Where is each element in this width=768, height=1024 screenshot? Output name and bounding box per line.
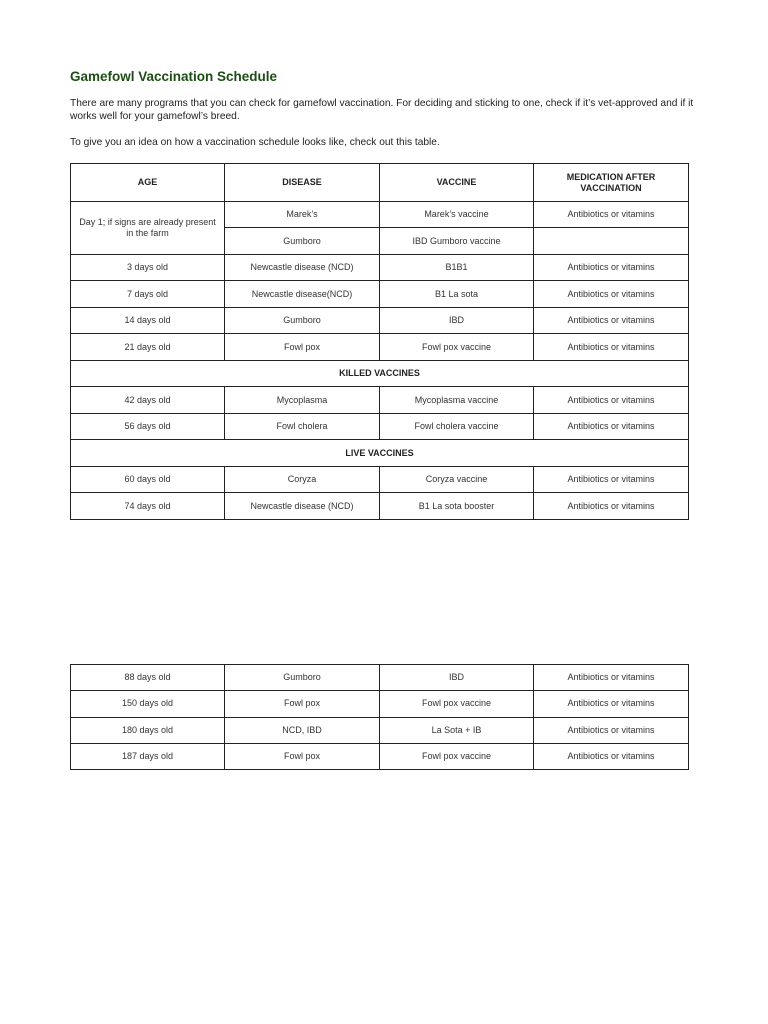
age-cell: 180 days old bbox=[71, 717, 225, 743]
medication-cell: Antibiotics or vitamins bbox=[534, 413, 689, 440]
medication-cell bbox=[534, 228, 689, 254]
disease-cell: NCD, IBD bbox=[225, 717, 380, 743]
age-cell: 42 days old bbox=[71, 387, 225, 414]
table-row bbox=[71, 334, 689, 361]
section-heading-live-vaccines: LIVE VACCINES bbox=[71, 440, 689, 467]
age-cell: 7 days old bbox=[71, 281, 225, 308]
disease-cell: Fowl pox bbox=[225, 743, 380, 769]
disease-cell: Fowl cholera bbox=[225, 413, 380, 440]
page-title: Gamefowl Vaccination Schedule bbox=[70, 69, 278, 84]
age-cell: 88 days old bbox=[71, 665, 225, 691]
age-cell: 187 days old bbox=[71, 743, 225, 769]
vaccine-cell: Fowl cholera vaccine bbox=[380, 413, 534, 440]
table-row bbox=[71, 281, 689, 308]
disease-cell: Coryza bbox=[225, 466, 380, 493]
vaccine-cell: B1 La sota booster bbox=[380, 493, 534, 520]
disease-cell: Gumboro bbox=[225, 307, 380, 334]
medication-cell: Antibiotics or vitamins bbox=[534, 665, 689, 691]
medication-cell: Antibiotics or vitamins bbox=[534, 691, 689, 717]
table-row bbox=[71, 387, 689, 414]
vaccine-cell: IBD bbox=[380, 665, 534, 691]
header-disease: DISEASE bbox=[225, 164, 380, 202]
table-row bbox=[71, 743, 689, 769]
section-row-live-vaccines bbox=[71, 440, 689, 467]
medication-cell: Antibiotics or vitamins bbox=[534, 387, 689, 414]
disease-cell: Gumboro bbox=[225, 228, 380, 254]
vaccine-cell: IBD Gumboro vaccine bbox=[380, 228, 534, 254]
age-cell: 74 days old bbox=[71, 493, 225, 520]
disease-cell: Fowl pox bbox=[225, 691, 380, 717]
table-row bbox=[71, 466, 689, 493]
intro-paragraph: There are many programs that you can check for gamefowl vaccination. For deciding and sticking to one, check if it’s vet-approved and if it works well for your gamefowl’s breed. bbox=[70, 98, 694, 122]
table-row bbox=[71, 413, 689, 440]
section-row-killed-vaccines bbox=[71, 360, 689, 387]
age-cell: 21 days old bbox=[71, 334, 225, 361]
disease-cell: Newcastle disease (NCD) bbox=[225, 254, 380, 281]
table-row bbox=[71, 254, 689, 281]
vaccination-schedule-table bbox=[70, 163, 689, 520]
section-heading-killed-vaccines: KILLED VACCINES bbox=[71, 360, 689, 387]
table-row bbox=[71, 202, 689, 228]
disease-cell: Newcastle disease(NCD) bbox=[225, 281, 380, 308]
header-vaccine: VACCINE bbox=[380, 164, 534, 202]
vaccine-cell: Marek’s vaccine bbox=[380, 202, 534, 228]
vaccine-cell: Fowl pox vaccine bbox=[380, 691, 534, 717]
age-cell: 14 days old bbox=[71, 307, 225, 334]
disease-cell: Gumboro bbox=[225, 665, 380, 691]
medication-cell: Antibiotics or vitamins bbox=[534, 254, 689, 281]
table-row bbox=[71, 717, 689, 743]
vaccine-cell: Fowl pox vaccine bbox=[380, 743, 534, 769]
vaccination-schedule-table-continued bbox=[70, 664, 689, 770]
vaccine-cell: La Sota + IB bbox=[380, 717, 534, 743]
medication-cell: Antibiotics or vitamins bbox=[534, 334, 689, 361]
table-header-row bbox=[71, 164, 689, 202]
medication-cell: Antibiotics or vitamins bbox=[534, 743, 689, 769]
table-row bbox=[71, 691, 689, 717]
vaccine-cell: Mycoplasma vaccine bbox=[380, 387, 534, 414]
table-row bbox=[71, 307, 689, 334]
medication-cell: Antibiotics or vitamins bbox=[534, 281, 689, 308]
medication-cell: Antibiotics or vitamins bbox=[534, 202, 689, 228]
medication-cell: Antibiotics or vitamins bbox=[534, 307, 689, 334]
table-intro-paragraph: To give you an idea on how a vaccination schedule looks like, check out this table. bbox=[70, 137, 440, 148]
disease-cell: Marek’s bbox=[225, 202, 380, 228]
age-cell: 60 days old bbox=[71, 466, 225, 493]
vaccine-cell: IBD bbox=[380, 307, 534, 334]
disease-cell: Newcastle disease (NCD) bbox=[225, 493, 380, 520]
medication-cell: Antibiotics or vitamins bbox=[534, 493, 689, 520]
vaccine-cell: Fowl pox vaccine bbox=[380, 334, 534, 361]
medication-cell: Antibiotics or vitamins bbox=[534, 466, 689, 493]
age-cell: 3 days old bbox=[71, 254, 225, 281]
disease-cell: Mycoplasma bbox=[225, 387, 380, 414]
age-cell: 150 days old bbox=[71, 691, 225, 717]
age-cell: 56 days old bbox=[71, 413, 225, 440]
vaccine-cell: Coryza vaccine bbox=[380, 466, 534, 493]
table-row bbox=[71, 493, 689, 520]
vaccine-cell: B1B1 bbox=[380, 254, 534, 281]
medication-cell: Antibiotics or vitamins bbox=[534, 717, 689, 743]
header-age: AGE bbox=[71, 164, 225, 202]
vaccine-cell: B1 La sota bbox=[380, 281, 534, 308]
table-row bbox=[71, 665, 689, 691]
header-medication: MEDICATION AFTER VACCINATION bbox=[534, 164, 689, 202]
disease-cell: Fowl pox bbox=[225, 334, 380, 361]
age-cell: Day 1; if signs are already present in the farm bbox=[71, 202, 225, 255]
